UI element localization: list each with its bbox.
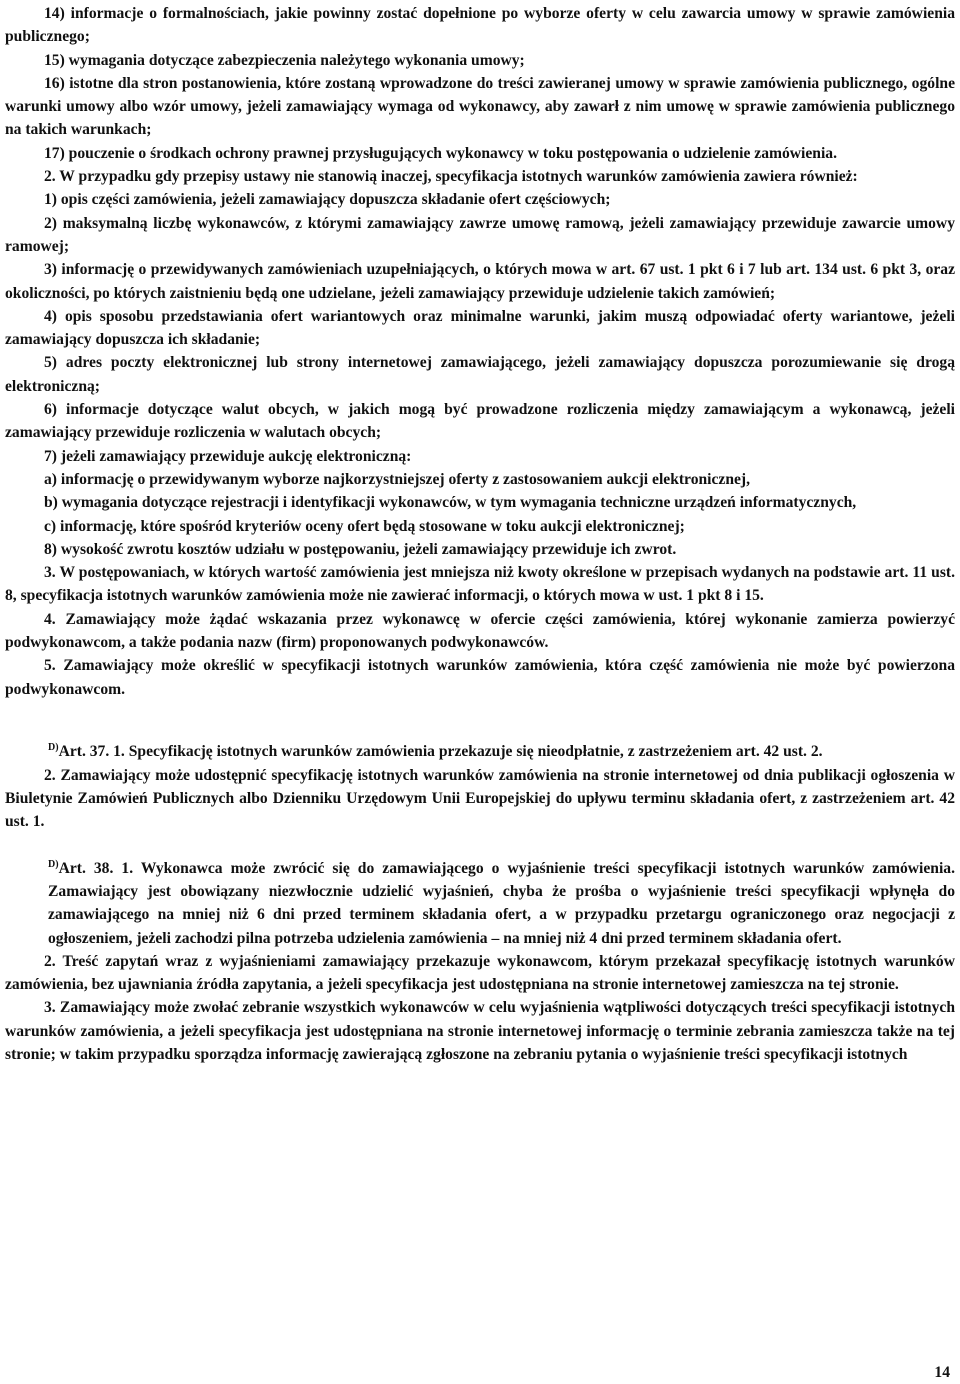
spacer xyxy=(5,724,955,740)
paragraph-s2-6: 6) informacje dotyczące walut obcych, w jakich mogą być prowadzone rozliczenia między zamawiającym a wykonawcą, jeżeli zamawiający przewiduje rozliczenia w walutach obcych; xyxy=(5,401,955,442)
article-38-paragraph-3: 3. Zamawiający może zwołać zebranie wszystkich wykonawców w celu wyjaśnienia wątpliwości dotyczących treści specyfikacji istotnych warunków zamówienia, a jeżeli specyfikacja jest udostępniana na stronie internetowej informację o terminie zebrania zamieszcza także na tej stronie; w takim przypadku sporządza informację zawierającą zgłoszone na zebraniu pytania o wyjaśnienie treści specyfikacji istotnych xyxy=(5,999,955,1064)
paragraph-s2: 2. W przypadku gdy przepisy ustawy nie stanowią inaczej, specyfikacja istotnych warunków zamówienia zawiera również: xyxy=(44,168,858,186)
article-text: Art. 38. 1. Wykonawca może zwrócić się do zamawiającego o wyjaśnienie treści specyfikacji istotnych warunków zamówienia. Zamawiający jest obowiązany niezwłocznie udzielić wyjaśnień, chyba że prośba o wyjaśnienie treści specyfikacji wpłynęła do zamawiającego na mniej niż 6 dni przed terminem składania ofert, a w przypadku przetargu ograniczonego oraz negocjacji z ogłoszeniem, jeżeli zachodzi pilna potrzeba udzielenia zamówienia – na mniej niż 4 dni przed terminem składania ofert. xyxy=(48,859,955,947)
paragraph-s4: 4. Zamawiający może żądać wskazania przez wykonawcę w ofercie części zamówienia, której wykonanie zamierza powierzyć podwykonawcom, a także podania nazw (firm) proponowanych podwykonawców. xyxy=(5,610,955,652)
paragraph-s2-7: 7) jeżeli zamawiający przewiduje aukcję elektroniczną: xyxy=(44,447,412,465)
paragraph-s5: 5. Zamawiający może określić w specyfikacji istotnych warunków zamówienia, która część zamówienia nie może być powierzona podwykonawcom. xyxy=(5,657,955,698)
paragraph-s2-7b: b) wymagania dotyczące rejestracji i identyfikacji wykonawców, w tym wymagania techniczne urządzeń informatycznych, xyxy=(44,494,857,512)
article-37-paragraph-2: 2. Zamawiający może udostępnić specyfikację istotnych warunków zamówienia na stronie internetowej od dnia publikacji ogłoszenia w Biuletynie Zamówień Publicznych albo Dzienniku Urzędowym Unii Europejskiej do upływu terminu składania ofert, z zastrzeżeniem art. 42 ust. 1. xyxy=(5,766,955,831)
article-38-paragraph-2: 2. Treść zapytań wraz z wyjaśnieniami zamawiający przekazuje wykonawcom, którym przekazał specyfikację istotnych warunków zamówienia, bez ujawniania źródła zapytania, a jeżeli specyfikacja jest udostępniana na stronie internetowej zamieszcza na tej stronie. xyxy=(5,952,955,994)
page-number: 14 xyxy=(934,1364,950,1381)
paragraph-p14: 14) informacje o formalnościach, jakie powinny zostać dopełnione po wyborze oferty w celu zawarcia umowy w sprawie zamówienia publicznego; xyxy=(5,5,955,46)
paragraph-s2-7a: a) informację o przewidywanym wyborze najkorzystniejszej oferty z zastosowaniem aukcji elektronicznej, xyxy=(44,470,751,488)
article-marker: D) xyxy=(48,742,59,754)
paragraph-s2-2: 2) maksymalną liczbę wykonawców, z którymi zamawiający zawrze umowę ramową, jeżeli zamawiający przewiduje zawarcie umowy ramowej; xyxy=(5,214,955,255)
spacer xyxy=(5,701,955,724)
paragraph-s2-7c: c) informację, które spośród kryteriów oceny ofert będą stosowane w toku aukcji elektronicznej; xyxy=(44,517,685,535)
article-text: Art. 37. 1. Specyfikację istotnych warunków zamówienia przekazuje się nieodpłatnie, z zastrzeżeniem art. 42 ust. 2. xyxy=(58,743,823,761)
spacer xyxy=(5,833,955,856)
paragraph-s2-1: 1) opis części zamówienia, jeżeli zamawiający dopuszcza składanie ofert częściowych; xyxy=(44,191,611,209)
paragraph-list xyxy=(5,2,955,701)
paragraph-p16: 16) istotne dla stron postanowienia, które zostaną wprowadzone do treści zawieranej umowy w sprawie zamówienia publicznego, ogólne warunki umowy albo wzór umowy, jeżeli zamawiający wymaga od wykonawcy, aby zawarł z nim umowę w sprawie zamówienia publicznego na takich warunkach; xyxy=(5,74,955,139)
article-37-lead xyxy=(5,740,955,763)
document-page xyxy=(5,2,955,1066)
paragraph-s3: 3. W postępowaniach, w których wartość zamówienia jest mniejsza niż kwoty określone w przepisach wydanych na podstawie art. 11 ust. 8, specyfikacja istotnych warunków zamówienia może nie zawierać informacji, o których mowa w ust. 1 pkt 8 i 15. xyxy=(5,564,955,605)
paragraph-p15: 15) wymagania dotyczące zabezpieczenia należytego wykonania umowy; xyxy=(44,51,525,69)
paragraph-s2-4: 4) opis sposobu przedstawiania ofert wariantowych oraz minimalne warunki, jakim muszą odpowiadać oferty wariantowe, jeżeli zamawiający dopuszcza ich składanie; xyxy=(5,307,955,349)
paragraph-s2-3: 3) informację o przewidywanych zamówieniach uzupełniających, o których mowa w art. 67 ust. 1 pkt 6 i 7 lub art. 134 ust. 6 pkt 3, oraz okoliczności, po których zaistnieniu będą one udzielane, jeżeli zamawiający przewiduje udzielenie takich zamówień; xyxy=(5,261,955,302)
paragraph-s2-5: 5) adres poczty elektronicznej lub strony internetowej zamawiającego, jeżeli zamawiający dopuszcza porozumiewanie się drogą elektroniczną; xyxy=(5,354,955,395)
article-38-lead xyxy=(5,857,955,950)
paragraph-p17: 17) pouczenie o środkach ochrony prawnej przysługujących wykonawcy w toku postępowania o udzielenie zamówienia. xyxy=(44,144,837,162)
paragraph-s2-8: 8) wysokość zwrotu kosztów udziału w postępowaniu, jeżeli zamawiający przewiduje ich zwrot. xyxy=(44,540,677,558)
article-marker: D) xyxy=(48,858,59,870)
